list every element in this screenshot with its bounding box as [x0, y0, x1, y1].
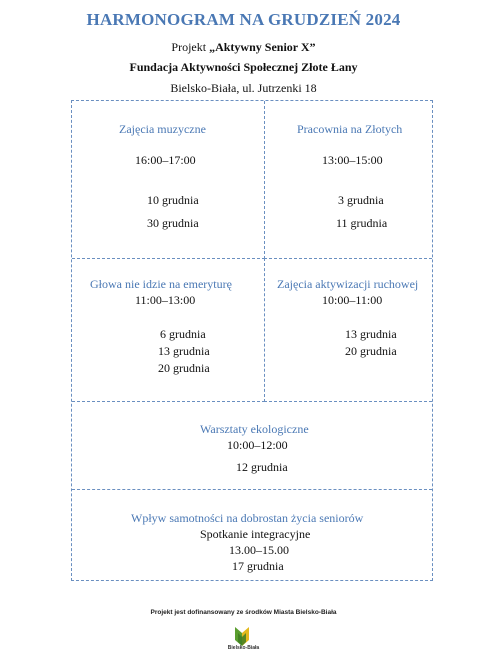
schedule-cell-eco [72, 401, 432, 490]
event-date: 12 grudnia [236, 460, 288, 474]
event-time: 10:00–11:00 [322, 293, 383, 307]
schedule-cell-music [72, 101, 265, 259]
event-date: 13 grudnia [158, 344, 210, 358]
event-subtitle: Spotkanie integracyjne [200, 527, 311, 541]
funding-note: Projekt jest dofinansowany ze środków Miasta Bielsko-Biała [150, 609, 337, 616]
event-title: Zajęcia aktywizacji ruchowej [277, 277, 419, 291]
project-name: „Aktywny Senior X” [209, 40, 316, 54]
event-title: Pracownia na Złotych [297, 122, 403, 136]
event-time: 13:00–15:00 [322, 153, 383, 167]
event-date: 3 grudnia [338, 193, 384, 207]
event-title: Warsztaty ekologiczne [200, 422, 309, 436]
address: Bielsko-Biała, ul. Jutrzenki 18 [170, 81, 317, 95]
event-date: 30 grudnia [147, 216, 199, 230]
schedule-cell-movement [264, 258, 432, 402]
schedule-table [71, 100, 433, 581]
event-time: 13.00–15.00 [229, 543, 289, 557]
event-date: 17 grudnia [232, 559, 284, 573]
event-date: 11 grudnia [336, 216, 388, 230]
event-title: Zajęcia muzyczne [119, 122, 206, 136]
logo-label: Bielsko-Biała [227, 645, 260, 651]
event-date: 20 grudnia [158, 361, 210, 375]
event-time: 16:00–17:00 [135, 153, 196, 167]
event-date: 6 grudnia [160, 327, 206, 341]
page-title: HARMONOGRAM NA GRUDZIEŃ 2024 [86, 10, 401, 29]
event-time: 10:00–12:00 [227, 438, 288, 452]
event-date: 13 grudnia [345, 327, 397, 341]
schedule-cell-loneliness [72, 489, 432, 580]
event-date: 20 grudnia [345, 344, 397, 358]
schedule-cell-workshop-zlote [264, 101, 432, 259]
foundation-name: Fundacja Aktywności Społecznej Złote Łany [129, 60, 358, 74]
event-title: Wpływ samotności na dobrostan życia seniorów [131, 511, 364, 525]
project-prefix: Projekt [171, 40, 210, 54]
event-time: 11:00–13:00 [135, 293, 196, 307]
project-line [0, 40, 487, 55]
event-date: 10 grudnia [147, 193, 199, 207]
schedule-cell-brain [72, 258, 265, 402]
event-title: Głowa nie idzie na emeryturę [90, 277, 232, 291]
